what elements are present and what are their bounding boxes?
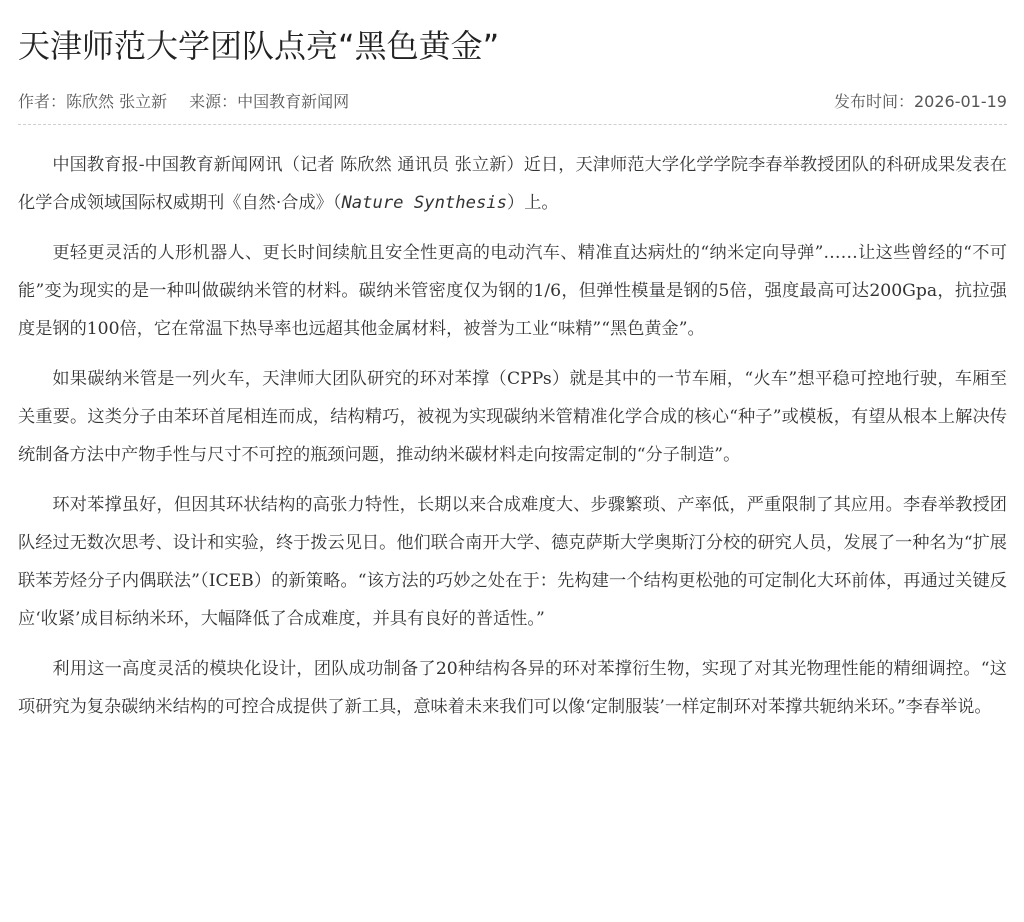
journal-name: Nature Synthesis bbox=[341, 193, 508, 213]
publish-time: 发布时间：2026-01-19 bbox=[834, 92, 1007, 111]
article-meta bbox=[18, 89, 1007, 125]
paragraph-4: 环对苯撑虽好，但因其环状结构的高张力特性，长期以来合成难度大、步骤繁琐、产率低，严重限制了其应用。李春举教授团队经过无数次思考、设计和实验，终于拨云见日。他们联合南开大学、德克萨斯大学奥斯汀分校的研究人员，发展了一种名为“扩展联苯芳烃分子内偶联法”（ICEB）的新策略。“该方法的巧妙之处在于：先构建一个结构更松弛的可定制化大环前体，再通过关键反应‘收紧’成目标纳米环，大幅降低了合成难度，并具有良好的普适性。” bbox=[18, 495, 1007, 629]
meta-left bbox=[18, 89, 349, 115]
article bbox=[18, 0, 1007, 738]
paragraph-1-end: ）上。 bbox=[507, 193, 559, 213]
paragraph-1-text: 中国教育报-中国教育新闻网讯（记者 陈欣然 通讯员 张立新）近日，天津师范大学化学学院李春举教授团队的科研成果发表在化学合成领域国际权威期刊《自然·合成》（ bbox=[18, 155, 1007, 213]
paragraph-3: 如果碳纳米管是一列火车，天津师大团队研究的环对苯撑（CPPs）就是其中的一节车厢，“火车”想平稳可控地行驶，车厢至关重要。这类分子由苯环首尾相连而成，结构精巧，被视为实现碳纳米管精准化学合成的核心“种子”或模板，有望从根本上解决传统制备方法中产物手性与尺寸不可控的瓶颈问题，推动纳米碳材料走向按需定制的“分子制造”。 bbox=[18, 369, 1007, 465]
paragraph-1 bbox=[18, 146, 1007, 222]
author-byline: 作者：陈欣然 张立新 bbox=[18, 92, 168, 111]
article-title: 天津师范大学团队点亮“黑色黄金” bbox=[18, 27, 500, 65]
source-label: 来源：中国教育新闻网 bbox=[189, 92, 350, 111]
article-body bbox=[18, 146, 1007, 726]
paragraph-2: 更轻更灵活的人形机器人、更长时间续航且安全性更高的电动汽车、精准直达病灶的“纳米定向导弹”……让这些曾经的“不可能”变为现实的是一种叫做碳纳米管的材料。碳纳米管密度仅为钢的1/6，但弹性模量是钢的5倍，强度最高可达200Gpa，抗拉强度是钢的100倍，它在常温下热导率也远超其他金属材料，被誉为工业“味精”“黑色黄金”。 bbox=[18, 243, 1007, 339]
paragraph-5: 利用这一高度灵活的模块化设计，团队成功制备了20种结构各异的环对苯撑衍生物，实现了对其光物理性能的精细调控。“这项研究为复杂碳纳米结构的可控合成提供了新工具，意味着未来我们可以像‘定制服装’一样定制环对苯撑共轭纳米环。”李春举说。 bbox=[18, 659, 1007, 717]
